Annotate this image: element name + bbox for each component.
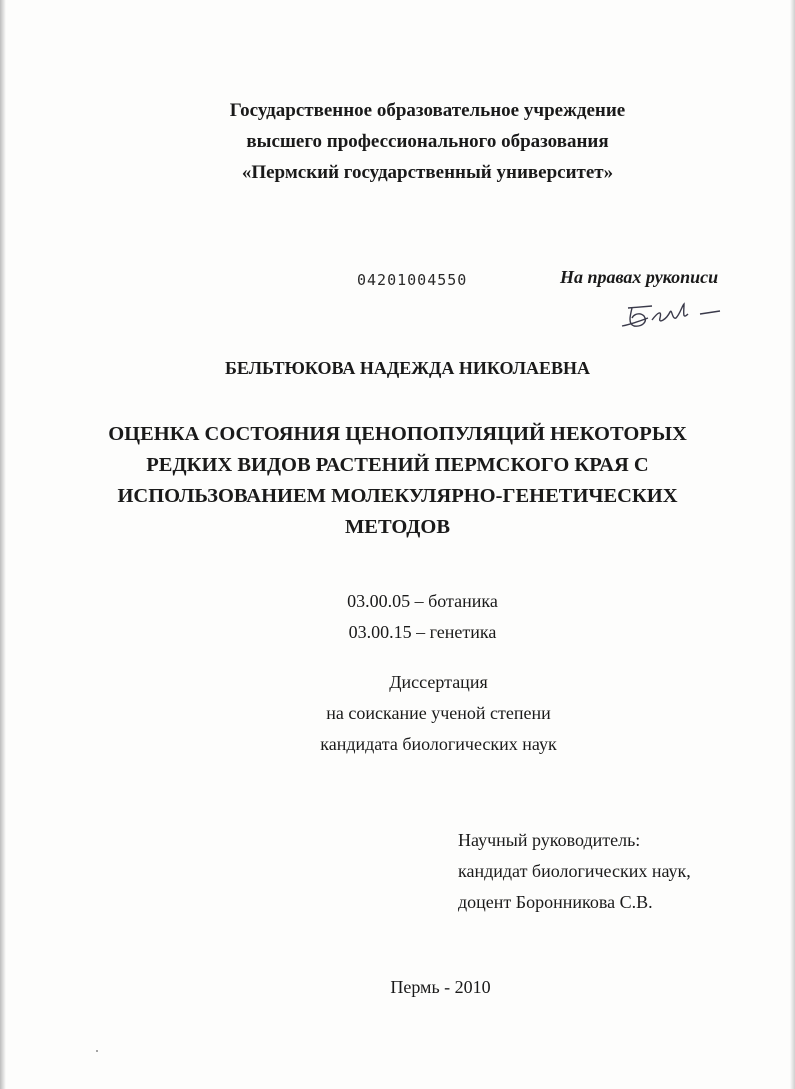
supervisor-degree: кандидат биологических наук, [458, 861, 691, 881]
institution-line-1: Государственное образовательное учреждение [229, 100, 626, 121]
title-line: РЕДКИХ ВИДОВ РАСТЕНИЙ ПЕРМСКОГО КРАЯ С [146, 454, 649, 476]
degree-field: кандидата биологических наук [320, 734, 557, 754]
degree-purpose: на соискание ученой степени [326, 703, 551, 723]
specialty-genetics: 03.00.15 – генетика [348, 622, 497, 642]
archive-number: 04201004550 [357, 271, 468, 289]
supervisor-name: доцент Боронникова С.В. [458, 892, 653, 912]
specialty-botany: 03.00.05 – ботаника [347, 591, 498, 611]
scan-speck [96, 1050, 98, 1052]
specialty-codes [0, 586, 795, 648]
title-line: МЕТОДОВ [344, 516, 451, 538]
title-line: ОЦЕНКА СОСТОЯНИЯ ЦЕНОПОПУЛЯЦИЙ НЕКОТОРЫХ [108, 423, 687, 445]
institution-line-3: «Пермский государственный университет» [241, 162, 614, 183]
supervisor-block [458, 825, 691, 918]
institution-block [30, 95, 795, 188]
city-year: Пермь - 2010 [390, 977, 491, 997]
handwritten-signature-icon [618, 296, 728, 336]
scan-edge-left [0, 0, 6, 1089]
degree-type: Диссертация [389, 672, 488, 692]
institution-line-2: высшего профессионального образования [246, 131, 609, 152]
rights-notice: На правах рукописи [560, 267, 719, 287]
supervisor-label: Научный руководитель: [458, 830, 641, 850]
dissertation-title [0, 419, 795, 543]
author-name: БЕЛЬТЮКОВА НАДЕЖДА НИКОЛАЕВНА [224, 358, 591, 378]
title-line: ИСПОЛЬЗОВАНИЕМ МОЛЕКУЛЯРНО-ГЕНЕТИЧЕСКИХ [117, 485, 678, 507]
degree-block [0, 667, 795, 760]
